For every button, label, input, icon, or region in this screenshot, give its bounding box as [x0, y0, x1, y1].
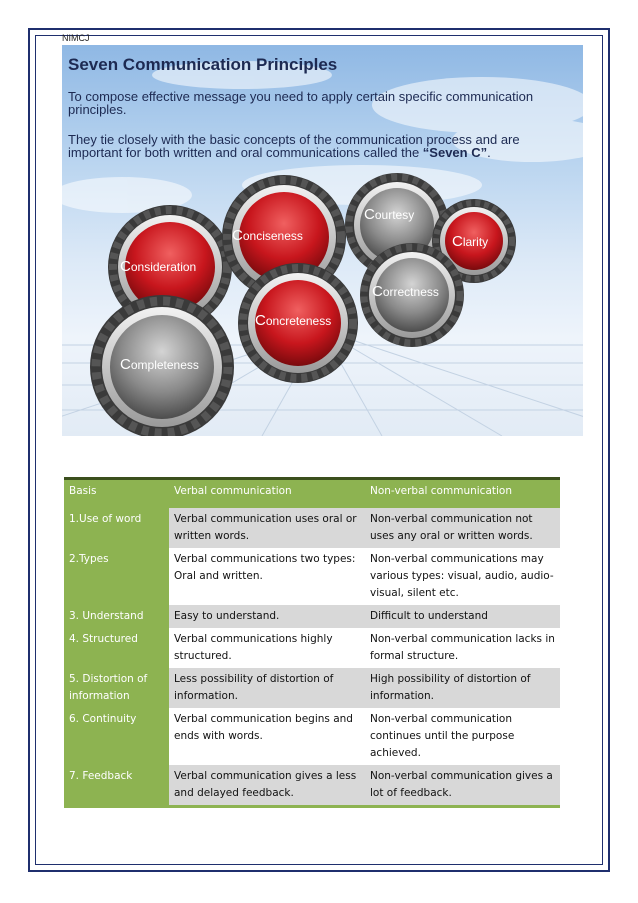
row-verbal: Verbal communication begins and ends with words.: [169, 708, 365, 765]
row-nonverbal: High possibility of distortion of information.: [365, 668, 560, 708]
row-basis: 7. Feedback: [64, 765, 169, 807]
table-row: [64, 708, 560, 765]
row-nonverbal: Non-verbal communication not uses any oral or written words.: [365, 508, 560, 548]
gears-illustration: [62, 45, 583, 436]
table-row: [64, 548, 560, 605]
row-basis: 3. Understand: [64, 605, 169, 628]
table-row: [64, 605, 560, 628]
row-basis: 1.Use of word: [64, 508, 169, 548]
row-verbal: Verbal communications two types: Oral and written.: [169, 548, 365, 605]
row-basis: 2.Types: [64, 548, 169, 605]
table-row: [64, 628, 560, 668]
row-basis: 6. Continuity: [64, 708, 169, 765]
row-nonverbal: Non-verbal communications may various types: visual, audio, audio-visual, silent etc.: [365, 548, 560, 605]
gear-label-courtesy: Courtesy: [364, 206, 415, 223]
gear-label-completeness: Completeness: [120, 356, 199, 373]
slide-title: Seven Communication Principles: [68, 55, 338, 74]
row-nonverbal: Difficult to understand: [365, 605, 560, 628]
row-verbal: Less possibility of distortion of information.: [169, 668, 365, 708]
table-row: [64, 765, 560, 807]
slide-paragraph-1: To compose effective message you need to apply certain specific communication principles.: [68, 89, 534, 117]
row-nonverbal: Non-verbal communication gives a lot of feedback.: [365, 765, 560, 807]
gear-label-clarity: Clarity: [452, 233, 489, 250]
slide-paragraph-2: They tie closely with the basic concepts of the communication process and are important for both written and oral communications called the “Seven C”.: [68, 132, 520, 160]
header-basis: Basis: [64, 479, 169, 509]
row-verbal: Verbal communication gives a less and delayed feedback.: [169, 765, 365, 807]
gear-label-correctness: Correctness: [372, 283, 439, 300]
slide-image: [62, 45, 583, 436]
header-label: NIMCJ: [62, 33, 90, 43]
row-nonverbal: Non-verbal communication lacks in formal structure.: [365, 628, 560, 668]
row-verbal: Easy to understand.: [169, 605, 365, 628]
row-verbal: Verbal communications highly structured.: [169, 628, 365, 668]
row-verbal: Verbal communication uses oral or written words.: [169, 508, 365, 548]
table-row: [64, 668, 560, 708]
row-basis: 4. Structured: [64, 628, 169, 668]
header-verbal: Verbal communication: [169, 479, 365, 509]
gear-label-concreteness: Concreteness: [255, 312, 332, 329]
header-nonverbal: Non-verbal communication: [365, 479, 560, 509]
gear-label-conciseness: Conciseness: [232, 227, 303, 244]
row-basis: 5. Distortion of information: [64, 668, 169, 708]
row-nonverbal: Non-verbal communication continues until the purpose achieved.: [365, 708, 560, 765]
table-header-row: [64, 479, 560, 509]
comparison-table: [64, 477, 560, 808]
gear-label-consideration: Consideration: [120, 258, 197, 275]
table-row: [64, 508, 560, 548]
